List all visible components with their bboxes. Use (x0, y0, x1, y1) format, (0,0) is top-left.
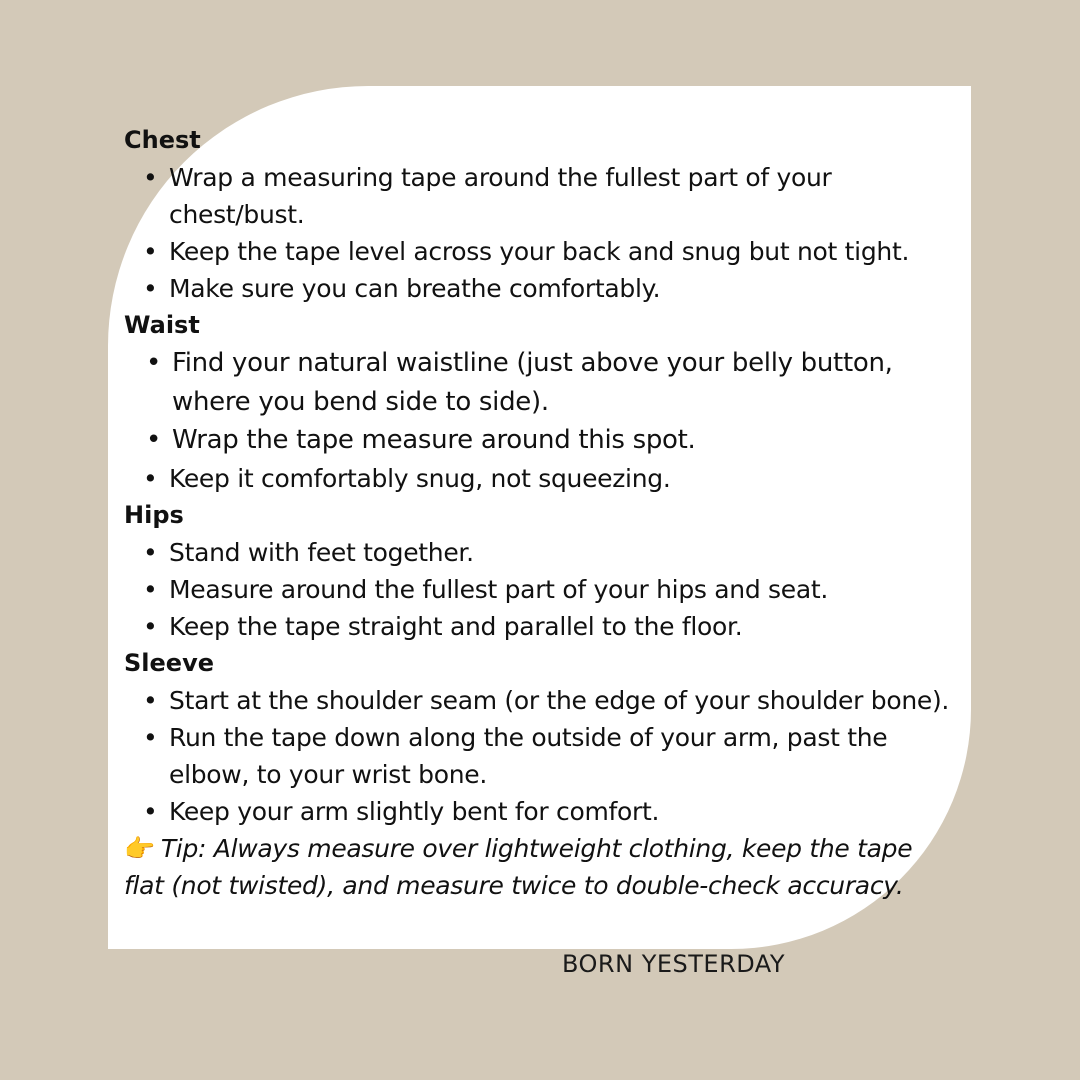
list-item: • Run the tape down along the outside of your arm, past the elbow, to your wrist bone. (169, 719, 929, 793)
list-item: • Keep it comfortably snug, not squeezing. (169, 460, 984, 497)
brand-name: BORN YESTERDAY (562, 950, 786, 978)
sleeve-list (124, 682, 984, 830)
list-item: • Measure around the fullest part of your hips and seat. (169, 571, 984, 608)
section-title-sleeve: Sleeve (124, 648, 214, 677)
tip-text: Tip: Always measure over lightweight clothing, keep the tape flat (not twisted), and measure twice to double-check accuracy. (124, 833, 913, 900)
list-item: • Wrap a measuring tape around the fullest part of your chest/bust. (169, 159, 889, 233)
section-title-waist: Waist (124, 311, 200, 339)
list-item: • Make sure you can breathe comfortably. (169, 270, 984, 307)
waist-list-continued (124, 460, 984, 497)
list-item: • Wrap the tape measure around this spot. (172, 421, 984, 460)
tip-note (124, 830, 954, 904)
measurement-guide (124, 122, 984, 904)
chest-list (124, 159, 984, 307)
waist-list (124, 344, 984, 460)
hips-list (124, 534, 984, 645)
section-title-hips: Hips (124, 500, 184, 529)
list-item: • Start at the shoulder seam (or the edge of your shoulder bone). (169, 682, 984, 719)
list-item: • Keep the tape straight and parallel to the floor. (169, 608, 984, 645)
list-item: • Find your natural waistline (just above your belly button, where you bend side to side). (172, 344, 952, 421)
list-item: • Keep the tape level across your back and snug but not tight. (169, 233, 984, 270)
list-item: • Keep your arm slightly bent for comfort. (169, 793, 984, 830)
list-item: • Stand with feet together. (169, 534, 984, 571)
pointing-hand-icon: 👉 (124, 833, 155, 863)
section-title-chest: Chest (124, 126, 201, 154)
